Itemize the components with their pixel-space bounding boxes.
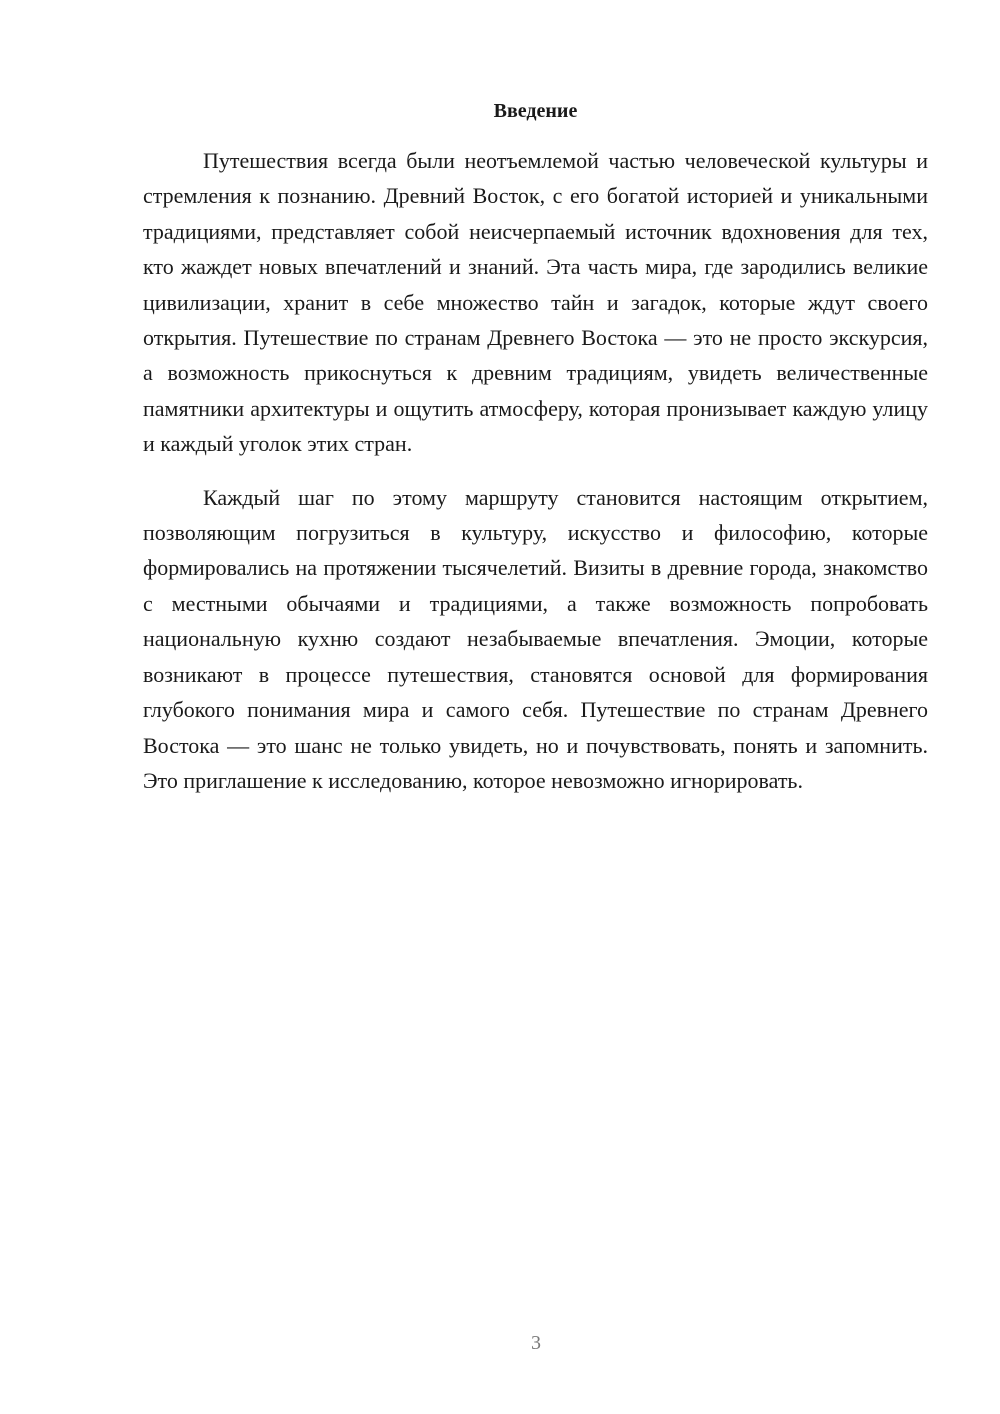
page-content	[143, 96, 928, 798]
section-heading: Введение	[493, 100, 578, 122]
paragraph-1: Путешествия всегда были неотъемлемой частью человеческой культуры и стремления к познанию. Древний Восток, с его богатой историей и уникальными традициями, представляет собой неисчерпаемый источник вдохновения для тех, кто жаждет новых впечатлений и знаний. Эта часть мира, где зародились великие цивилизации, хранит в себе множество тайн и загадок, которые ждут своего открытия. Путешествие по странам Древнего Востока — это не просто экскурсия, а возможность прикоснуться к древним традициям, увидеть величественные памятники архитектуры и ощутить атмосферу, которая пронизывает каждую улицу и каждый уголок этих стран.	[143, 148, 928, 457]
paragraph-2: Каждый шаг по этому маршруту становится настоящим открытием, позволяющим погрузиться в культуру, искусство и философию, которые формировались на протяжении тысячелетий. Визиты в древние города, знакомство с местными обычаями и традициями, а также возможность попробовать национальную кухню создают незабываемые впечатления. Эмоции, которые возникают в процессе путешествия, становятся основой для формирования глубокого понимания мира и самого себя. Путешествие по странам Древнего Востока — это шанс не только увидеть, но и почувствовать, понять и запомнить. Это приглашение к исследованию, которое невозможно игнорировать.	[143, 484, 928, 793]
page-number: 3	[531, 1332, 541, 1354]
